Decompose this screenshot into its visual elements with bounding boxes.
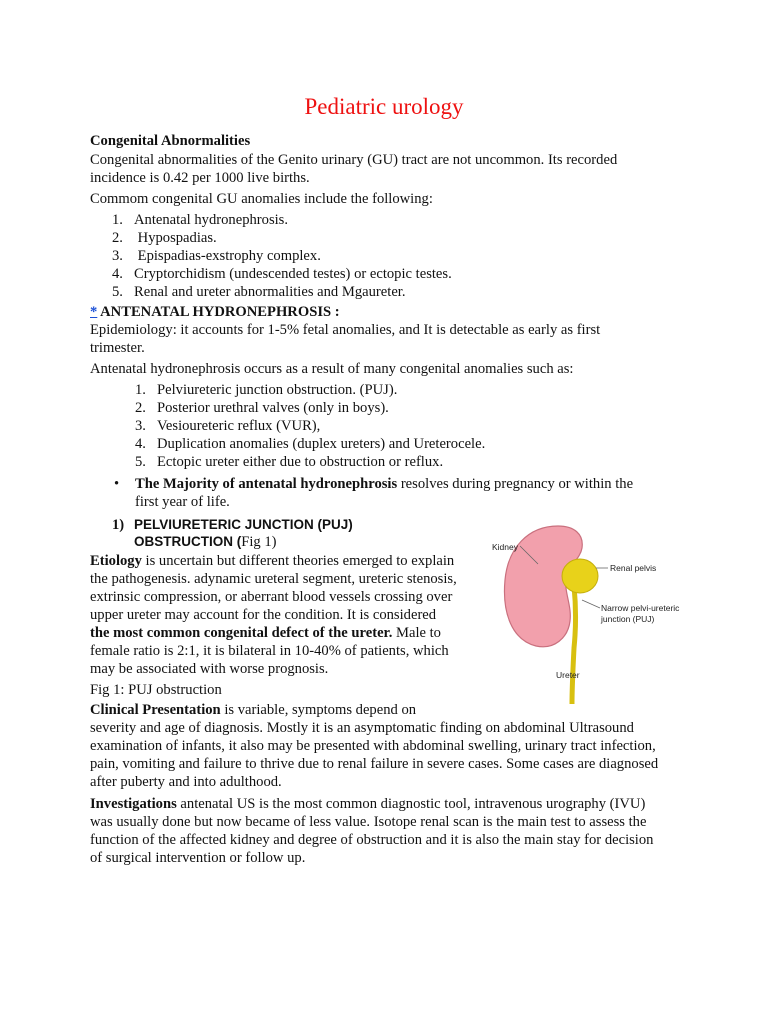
- narrow-puj-label-line1: Narrow pelvi-ureteric: [601, 603, 680, 613]
- bullet-icon: •: [114, 476, 120, 492]
- paragraph-line: after puberty and into adulthood.: [90, 774, 282, 790]
- puj-leader: [582, 600, 600, 608]
- list-item: 1. Pelviureteric junction obstruction. (PUJ).: [135, 382, 398, 398]
- paragraph-line: first year of life.: [135, 494, 230, 510]
- list-item: 4. Duplication anomalies (duplex ureters) and Ureterocele.: [135, 436, 486, 452]
- paragraph-line: upper ureter may account for the condition. It is considered: [90, 607, 437, 623]
- paragraph-line: severity and age of diagnosis. Mostly it is an asymptomatic finding on abdominal Ultrasound: [90, 720, 634, 736]
- paragraph-line: Clinical Presentation is variable, symptoms depend on: [90, 702, 417, 718]
- subsection-heading-puj: 1) PELVIURETERIC JUNCTION (PUJ): [112, 517, 353, 533]
- kidney-label: Kidney: [492, 542, 518, 552]
- paragraph-line: of surgical intervention or follow up.: [90, 850, 306, 866]
- paragraph-line: pain, vomiting and failure to thrive due to renal failure in severe cases. Some cases are diagnosed: [90, 756, 659, 772]
- section-heading-congenital: Congenital Abnormalities: [90, 133, 251, 149]
- figure-caption: Fig 1: PUJ obstruction: [90, 682, 222, 698]
- list-item: 5. Ectopic ureter either due to obstruction or reflux.: [135, 454, 444, 470]
- kidney-diagram: [488, 518, 712, 704]
- bullet-item: • The Majority of antenatal hydronephrosis resolves during pregnancy or within the: [114, 476, 634, 492]
- paragraph-line: Epidemiology: it accounts for 1-5% fetal anomalies, and It is detectable as early as first: [90, 322, 601, 338]
- list-item: 2. Posterior urethral valves (only in boys).: [135, 400, 389, 416]
- ureter-label: Ureter: [556, 670, 580, 680]
- list-item: 1. Antenatal hydronephrosis.: [112, 212, 289, 228]
- paragraph-line: Investigations antenatal US is the most common diagnostic tool, intravenous urography (IVU): [90, 796, 646, 812]
- narrow-puj-label-line2: junction (PUJ): [601, 614, 655, 624]
- paragraph-line: Congenital abnormalities of the Genito urinary (GU) tract are not uncommon. Its recorded: [90, 152, 618, 168]
- paragraph-line: Antenatal hydronephrosis occurs as a result of many congenital anomalies such as:: [90, 361, 574, 377]
- list-item: 5. Renal and ureter abnormalities and Mgaureter.: [112, 284, 406, 300]
- list-item: 3. Epispadias-exstrophy complex.: [112, 248, 321, 264]
- list-item: 4. Cryptorchidism (undescended testes) or ectopic testes.: [112, 266, 452, 282]
- list-item: 3. Vesioureteric reflux (VUR),: [135, 418, 321, 434]
- renal-pelvis-label: Renal pelvis: [610, 563, 657, 573]
- renal-pelvis-shape: [562, 559, 598, 593]
- paragraph-line: may be associated with worse prognosis.: [90, 661, 329, 677]
- paragraph-line: the most common congenital defect of the ureter. Male to: [90, 625, 441, 641]
- paragraph-line: trimester.: [90, 340, 145, 356]
- paragraph-line: female ratio is 2:1, it is bilateral in 10-40% of patients, which: [90, 643, 449, 659]
- paragraph-line: Commom congenital GU anomalies include the following:: [90, 191, 433, 207]
- puj-figure: [488, 518, 712, 704]
- paragraph-line: incidence is 0.42 per 1000 live births.: [90, 170, 310, 186]
- bookmark-link[interactable]: *: [90, 304, 98, 320]
- paragraph-line: extrinsic compression, or aberrant blood vessels crossing over: [90, 589, 453, 605]
- paragraph-line: Etiology is uncertain but different theories emerged to explain: [90, 553, 455, 569]
- paragraph-line: function of the affected kidney and degree of obstruction and it is also the main stay for decision: [90, 832, 654, 848]
- paragraph-line: the pathogenesis. adynamic ureteral segment, ureteric stenosis,: [90, 571, 457, 587]
- list-item: 2. Hypospadias.: [112, 230, 217, 246]
- section-heading-antenatal: * ANTENATAL HYDRONEPHROSIS :: [90, 304, 340, 320]
- paragraph-line: was usually done but now became of less value. Isotope renal scan is the main test to assess the: [90, 814, 647, 830]
- ureter-line: [572, 586, 576, 704]
- page-title: Pediatric urology: [304, 94, 464, 119]
- subsection-heading-puj-line2: OBSTRUCTION (Fig 1): [134, 534, 277, 550]
- paragraph-line: examination of infants, it also may be presented with abdominal swelling, urinary tract infection,: [90, 738, 656, 754]
